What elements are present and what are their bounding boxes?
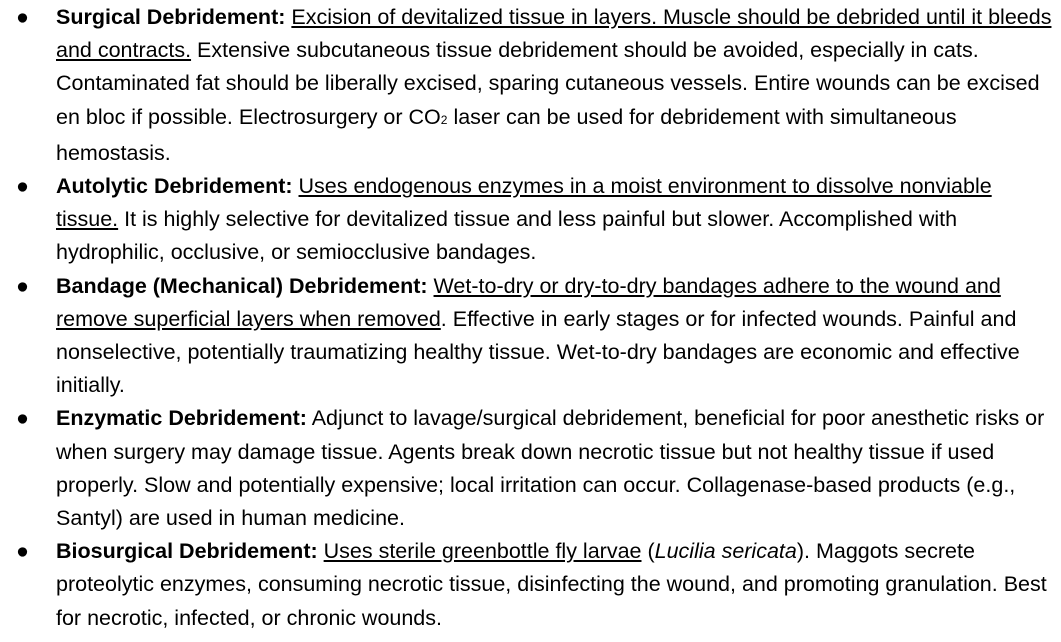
item-text: It is highly selective for devitalized tissue and less painful but slower. Accomplished with hydrophilic, occlusive, or semiocclusive bandages. <box>56 207 958 265</box>
bullet-icon: ● <box>16 174 29 199</box>
item-subscript: 2 <box>440 112 448 127</box>
list-item-autolytic-debridement <box>0 170 1061 270</box>
list-item-bandage-debridement <box>0 270 1061 403</box>
item-text: Extensive subcutaneous tissue debridement should be avoided, especially in cats. Contaminated fat should be liberally excised, sparing cutaneous vessels. Entire wounds can be excised en bloc if possible. Electrosurgery or CO <box>56 38 1040 129</box>
item-text: Adjunct to lavage/surgical debridement, beneficial for poor anesthetic risks or when surgery may damage tissue. Agents break down necrotic tissue but not healthy tissue if used properly. Slow and potentially expensive; local irritation can occur. Collagenase-based products (e.g., Santyl) are used in human medicine. <box>56 406 1045 531</box>
item-underlined-text: Uses endogenous enzymes in a moist environment to dissolve nonviable tissue. <box>56 174 992 232</box>
item-text: . Effective in early stages or for infected wounds. Painful and nonselective, potentially traumatizing healthy tissue. Wet-to-dry bandages are economic and effective initially. <box>56 306 1020 398</box>
bullet-icon: ● <box>16 539 29 564</box>
item-term: Enzymatic Debridement: <box>56 406 307 431</box>
item-text: ). Maggots secrete proteolytic enzymes, consuming necrotic tissue, disinfecting the wound, and promoting granulation. Best for necrotic, infected, or chronic wounds. <box>56 539 1047 630</box>
list-item-surgical-debridement <box>0 1 1061 170</box>
item-underlined-text: Wet-to-dry or dry-to-dry bandages adhere to the wound and remove superficial layers when removed <box>56 273 1001 331</box>
bullet-icon: ● <box>16 5 29 29</box>
bullet-icon: ● <box>16 273 29 298</box>
list-item-biosurgical-debridement <box>0 535 1061 635</box>
list-item-enzymatic-debridement <box>0 402 1061 535</box>
item-term: Autolytic Debridement: <box>56 174 293 199</box>
item-term: Surgical Debridement: <box>56 5 286 29</box>
item-text-continued: laser can be used for debridement with simultaneous hemostasis. <box>56 104 957 165</box>
item-underlined-text: Excision of devitalized tissue in layers. Muscle should be debrided until it bleeds and contracts. <box>56 5 1052 63</box>
item-species-name: Lucilia sericata <box>654 539 797 564</box>
debridement-methods-list <box>0 1 1061 635</box>
item-term: Bandage (Mechanical) Debridement: <box>56 273 428 298</box>
item-underlined-text: Uses sterile greenbottle fly larvae <box>323 539 642 564</box>
bullet-icon: ● <box>16 406 29 431</box>
item-term: Biosurgical Debridement: <box>56 539 318 564</box>
item-paren: ( <box>641 539 655 564</box>
